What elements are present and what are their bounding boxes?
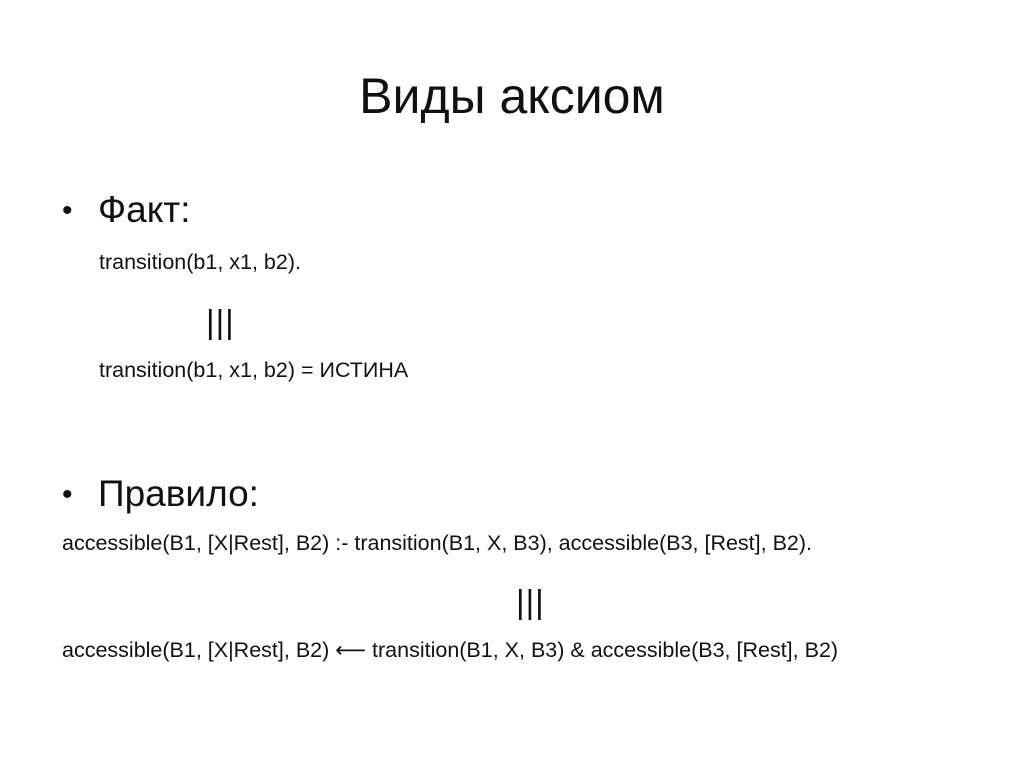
slide-title: Виды аксиом [359, 68, 665, 124]
rule-heading: Правило: [98, 473, 259, 514]
rule-separator: ||| [516, 583, 545, 620]
fact-heading: Факт: [98, 189, 191, 230]
fact-line-1: transition(b1, x1, b2). [99, 250, 301, 274]
bullet-dot: • [62, 478, 73, 511]
rule-line-2: accessible(B1, [X|Rest], B2) ⟵ transition(B1, X, B3) & accessible(B3, [Rest], B2) [62, 638, 839, 662]
fact-separator: ||| [206, 303, 235, 340]
bullet-fact [62, 188, 191, 233]
bullet-dot: • [62, 194, 73, 227]
bullet-rule [62, 472, 259, 517]
rule-line-1: accessible(B1, [X|Rest], B2) :- transition(B1, X, B3), accessible(B3, [Rest], B2). [62, 531, 813, 555]
fact-line-2: transition(b1, x1, b2) = ИСТИНА [99, 358, 409, 382]
